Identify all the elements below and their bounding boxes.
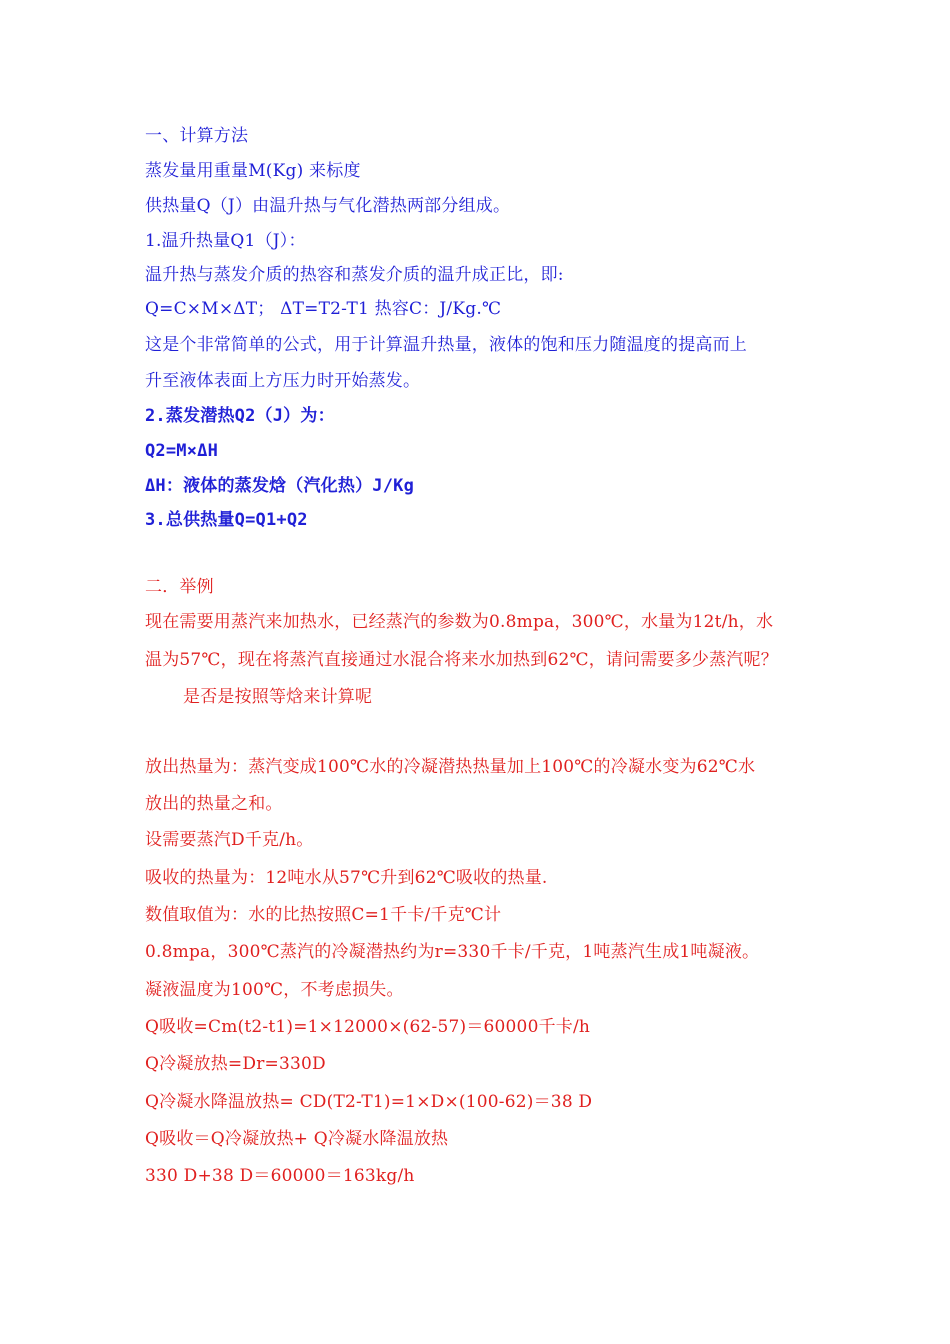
answer-line: 凝液温度为100℃，不考虑损失。 [145,980,404,1000]
question-line: 温为57℃，现在将蒸汽直接通过水混合将来水加热到62℃，请问需要多少蒸汽呢？ [145,650,778,670]
equation-line: Q吸收=Cm(t2-t1)=1×12000×(62-57)＝60000千卡/h [145,1017,591,1037]
bold-line: 3.总供热量Q=Q1+Q2 [145,510,308,530]
section1-heading: 一、计算方法 [145,126,249,146]
formula-line: Q=C×M×ΔT； ΔT=T2-T1 热容C：J/Kg.℃ [145,299,502,319]
section1-line: 这是个非常简单的公式，用于计算温升热量，液体的饱和压力随温度的提高而上 [145,335,747,355]
bold-line: Q2=M×ΔH [145,441,219,461]
section2-heading: 二．举例 [145,577,214,597]
equation-line: Q吸收＝Q冷凝放热+ Q冷凝水降温放热 [145,1129,449,1149]
answer-line: 放出的热量之和。 [145,794,283,814]
question-line: 现在需要用蒸汽来加热水，已经蒸汽的参数为0.8mpa，300℃，水量为12t/h，水 [145,612,774,632]
section1-line: 温升热与蒸发介质的热容和蒸发介质的温升成正比，即: [145,265,564,285]
answer-line: 0.8mpa，300℃蒸汽的冷凝潜热约为r=330千卡/千克，1吨蒸汽生成1吨凝液。 [145,942,760,962]
answer-line: 设需要蒸汽D千克/h。 [145,830,314,850]
bold-line: 2.蒸发潜热Q2（J）为： [145,406,335,426]
answer-line: 数值取值为：水的比热按照C=1千卡/千克℃计 [145,905,502,925]
section1-line: 1.温升热量Q1（J）： [145,231,306,251]
answer-line: 吸收的热量为：12吨水从57℃升到62℃吸收的热量. [145,868,548,888]
section1-line: 蒸发量用重量M(Kg) 来标度 [145,161,361,181]
section1-line: 升至液体表面上方压力时开始蒸发。 [145,371,421,391]
bold-line: ΔH：液体的蒸发焓（汽化热）J/Kg [145,476,415,496]
equation-line: Q冷凝水降温放热= CD(T2-T1)=1×D×(100-62)＝38 D [145,1092,593,1112]
section1-line: 供热量Q（J）由温升热与气化潜热两部分组成。 [145,196,511,216]
question-followup: 是否是按照等焓来计算呢 [183,687,373,707]
equation-line: Q冷凝放热=Dr=330D [145,1054,326,1074]
answer-line: 放出热量为：蒸汽变成100℃水的冷凝潜热热量加上100℃的冷凝水变为62℃水 [145,757,756,777]
result-line: 330 D+38 D＝60000＝163kg/h [145,1166,415,1186]
